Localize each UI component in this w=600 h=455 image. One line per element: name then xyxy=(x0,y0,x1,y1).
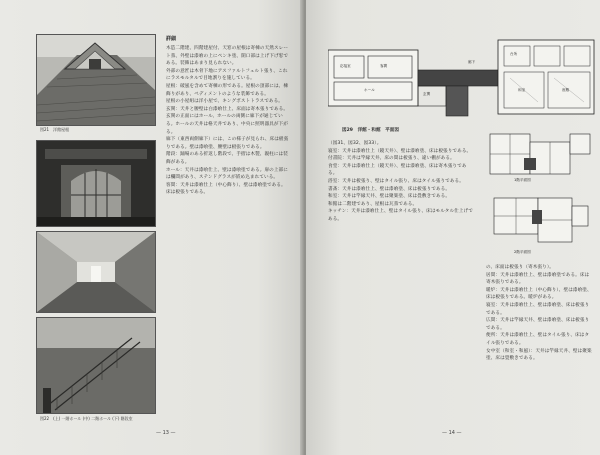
plan-label-japanese-room: 和室 xyxy=(518,88,526,92)
plan-label-second-floor: 2階平面図 xyxy=(514,250,531,254)
plan-label-guest: 客間 xyxy=(380,64,388,68)
right-body-text-right: の、床面は板張り（寄木張り）。 居間：天井は漆喰仕上、壁は漆喰塗である。床は寄木張りである。 暖炉：天井は漆喰仕上（中心飾り）、壁は漆喰塗、床は板張りである。暖炉がある。 寝室：天井は漆喰仕上、壁は漆喰塗、床は板張りである。 広間：天井は竿縁天井、壁は漆喰塗、床は板張りである。 便所：天井は漆喰仕上、壁はタイル張り、床はタイル張りである。 女中室（和室・和風）：天井は竿縁天井、壁は聚楽塗、床は畳敷きである。 xyxy=(486,265,592,362)
plan-label-corridor: 廊下 xyxy=(468,60,476,64)
floor-plan-first xyxy=(484,128,594,188)
floor-plan-main xyxy=(328,32,596,122)
right-page-number: — 14 — xyxy=(442,430,462,436)
plan-label-zashiki: 座敷 xyxy=(562,88,570,92)
hall-photo xyxy=(36,140,156,227)
left-body-text: 木造二階建、四階建屋付、天窓の屋根は寄棟の天然スレート葺、外壁は漆喰の上にペンキ塗、開口部は上げ下げ窓である。装飾はあまり見られない。 外部の意匠は木骨下地にアスファルトフェルト張り、これにラスモルタルで目地割りを施している。 屋根：破風を含めて寄棟の形である。屋根の頂部には、棟飾りがあり、ペディメントのような装飾である。 屋根の小屋組は洋小屋で、キングポストトラスである。 玄関：天井と腰壁は白漆喰仕上、床面は寄木張りである。玄関の正面にはホール、ホールの両側に廊下が通じている。ホールの天井は格天井であり、中央に照明器具が下がる。 廊下（東西両側廊下）には、この様子が見られ、床は板張りである。壁は漆喰塗、腰壁は板張りである。 階段：踊場のある折返し階段で、手摺は木製、親柱には装飾がある。 ホール：天井は漆喰仕上、壁は漆喰塗である。扉の上部には欄間があり、ステンドグラスが嵌め込まれている。 客間：天井は漆喰仕上（中心飾り）、壁は漆喰塗である。床は板張りである。 xyxy=(166,46,289,196)
right-page xyxy=(306,0,600,455)
figure-title: 図29 洋館・和館 平面図 xyxy=(342,128,399,133)
plan-label-reception: 応接室 xyxy=(340,64,351,68)
photo-group-caption: 図22 (上) 一階ホール (中) 二階ホール (下) 階段室 xyxy=(40,416,133,421)
staircase-photo xyxy=(36,317,156,414)
section-heading: 詳細 xyxy=(166,36,177,42)
plan-label-hall: ホール xyxy=(364,88,375,92)
photo1-caption: 図21 洋館屋根 xyxy=(40,127,70,132)
left-page-number: — 13 — xyxy=(156,430,176,436)
plan-label-first-floor: 1階平面図 xyxy=(514,178,531,182)
corridor-photo xyxy=(36,231,156,313)
plan-label-entrance: 玄関 xyxy=(423,92,431,96)
roof-photo xyxy=(36,34,156,126)
right-body-text-left: （図31、図32、図33）。 寝室：天井は漆喰仕上（鏡天井）、壁は漆喰塗、床は板張りである。 付書院：天井は竿縁天井、床の間は板張り、違い棚がある。 食堂：天井は漆喰仕上（鏡天井）、壁は漆喰塗、床は寄木張りである。 浴室：天井は板張り、壁はタイル張り、床はタイル張りである。 書斎：天井は漆喰仕上、壁は漆喰塗、床は板張りである。 和室：天井は竿縁天井、壁は聚楽塗、床は畳敷きである。 和館は二階建であり、屋根は瓦葺である。 キッチン：天井は漆喰仕上、壁はタイル張り、床はモルタル仕上げである。 xyxy=(328,141,473,222)
plan-label-kitchen: 台所 xyxy=(510,52,518,56)
floor-plan-second xyxy=(484,190,594,260)
